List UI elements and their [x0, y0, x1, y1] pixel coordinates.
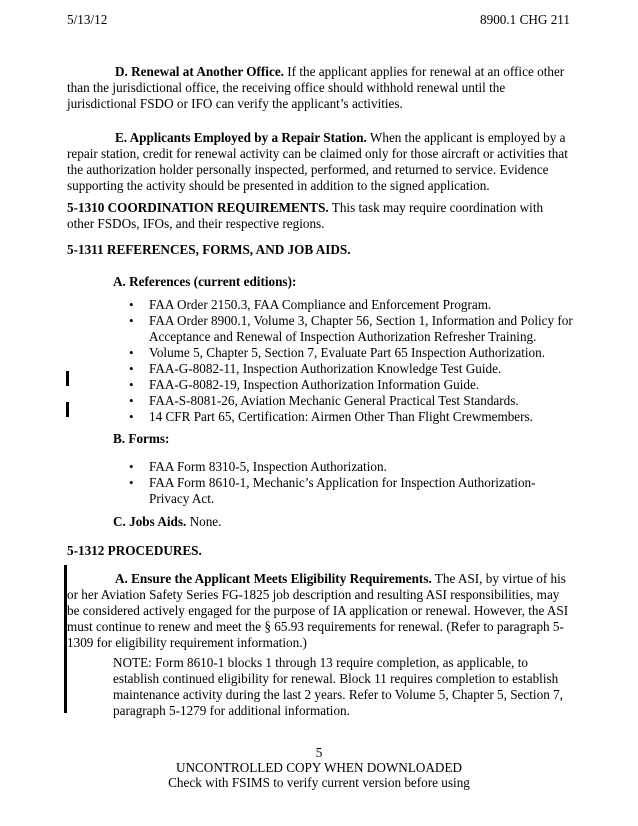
forms-heading: B. Forms:	[113, 431, 170, 446]
bullet-icon: •	[129, 313, 134, 328]
paragraph-e	[67, 130, 572, 194]
change-bar	[66, 371, 69, 386]
bullet-icon: •	[129, 297, 134, 312]
references-heading: A. References (current editions):	[113, 274, 297, 289]
bullet-icon: •	[129, 409, 134, 424]
references-list	[113, 297, 573, 425]
list-item: • 14 CFR Part 65, Certification: Airmen Other Than Flight Crewmembers.	[129, 409, 533, 424]
section-5-1310-text: This task may require coordination with other FSDOs, IFOs, and their respective regions.	[67, 200, 544, 231]
header-doc-id: 8900.1 CHG 211	[480, 12, 570, 27]
bullet-icon: •	[129, 393, 134, 408]
list-item: • FAA-S-8081-26, Aviation Mechanic General Practical Test Standards.	[129, 393, 519, 408]
bullet-icon: •	[129, 377, 134, 392]
job-aids-label: C. Jobs Aids.	[113, 514, 187, 529]
bullet-icon: •	[129, 459, 134, 474]
bullet-icon: •	[129, 345, 134, 360]
job-aids-text: None.	[186, 514, 222, 529]
paragraph-d-label: D. Renewal at Another Office.	[115, 64, 284, 79]
bullet-icon: •	[129, 361, 134, 376]
list-item: • FAA-G-8082-11, Inspection Authorization Knowledge Test Guide.	[129, 361, 502, 376]
page-number: 5	[315, 745, 323, 760]
footer-line-2: Check with FSIMS to verify current version before using	[168, 775, 470, 790]
footer-line-1: UNCONTROLLED COPY WHEN DOWNLOADED	[175, 760, 463, 775]
section-5-1312-heading: 5-1312 PROCEDURES.	[67, 543, 202, 558]
list-item: • FAA Order 2150.3, FAA Compliance and Enforcement Program.	[129, 297, 492, 312]
list-item: • FAA Form 8310-5, Inspection Authorization.	[129, 459, 387, 474]
procedures-paragraph-a	[67, 571, 572, 651]
forms-list	[113, 459, 573, 507]
paragraph-d-text: If the applicant applies for renewal at an office other than the jurisdictional office, the receiving office should withhold renewal until the jurisdictional FSDO or IFO can verify the applicant’s activities.	[67, 64, 565, 111]
note-paragraph: NOTE: Form 8610-1 blocks 1 through 13 require completion, as applicable, to establish continued eligibility for renewal. Block 11 requires completion to establish maintenance activity during the last 2 years. Refer to Volume 5, Chapter 5, Section 7, paragraph 5-1279 for additional information.	[113, 655, 563, 718]
paragraph-d	[67, 64, 572, 112]
paragraph-e-text: When the applicant is employed by a repair station, credit for renewal activity can be claimed only for those aircraft or activities that the authorization holder personally inspected, performed, and returned to service. Evidence supporting the activity should be presented in addition to the signed application.	[67, 130, 568, 193]
job-aids	[113, 514, 221, 530]
section-5-1311-heading: 5-1311 REFERENCES, FORMS, AND JOB AIDS.	[67, 242, 351, 257]
header-date: 5/13/12	[67, 12, 108, 27]
list-item: • FAA Order 8900.1, Volume 3, Chapter 56, Section 1, Information and Policy for Acceptance and Renewal of Inspection Authorization Refresher Training.	[129, 313, 573, 344]
paragraph-e-label: E. Applicants Employed by a Repair Station.	[115, 130, 367, 145]
list-item: • Volume 5, Chapter 5, Section 7, Evaluate Part 65 Inspection Authorization.	[129, 345, 546, 360]
list-item: • FAA Form 8610-1, Mechanic’s Application for Inspection Authorization-Privacy Act.	[129, 475, 536, 506]
change-bar	[66, 402, 69, 417]
list-item: • FAA-G-8082-19, Inspection Authorization Information Guide.	[129, 377, 480, 392]
section-5-1310	[67, 200, 572, 232]
procedures-paragraph-a-text: The ASI, by virtue of his or her Aviation Safety Series FG-1825 job description and resulting ASI responsibilities, may be considered actively engaged for the purpose of IA application or renewal. However, the ASI must continue to renew and meet the § 65.93 requirements for renewal. (Refer to paragraph 5-1309 for eligibility requirement information.)	[67, 571, 569, 650]
section-5-1310-label: 5-1310 COORDINATION REQUIREMENTS.	[67, 200, 329, 215]
procedures-paragraph-a-label: A. Ensure the Applicant Meets Eligibility Requirements.	[115, 571, 432, 586]
bullet-icon: •	[129, 475, 134, 490]
